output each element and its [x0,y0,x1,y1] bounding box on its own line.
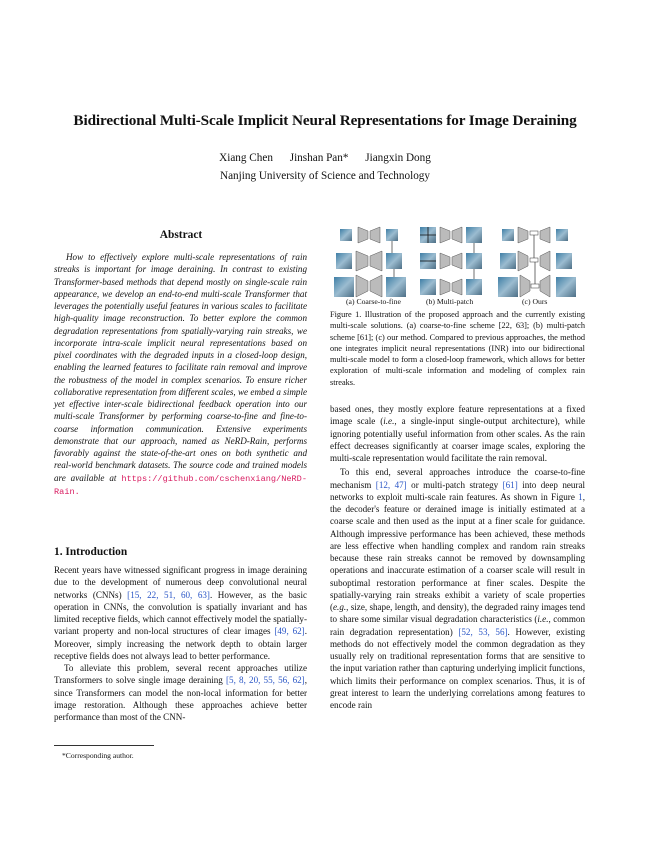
author: Jinshan Pan* [289,152,349,164]
encoder-block [520,275,530,297]
encoder-block [440,227,450,243]
subcaption: (b) Multi-patch [426,297,474,306]
author: Xiang Chen [219,152,273,164]
encoder-block [358,227,368,243]
decoder-block [540,251,550,271]
output-thumbnail [556,229,568,241]
decoder-block [540,227,550,243]
encoder-block [356,275,368,297]
output-thumbnail [556,253,572,269]
right-column [330,403,585,711]
coarse-to-fine-diagram [334,227,406,297]
citation[interactable]: [5, 8, 20, 55, 56, 62] [226,675,305,686]
inr-module [530,231,538,235]
decoder-block [370,251,382,271]
subcaption: (c) Ours [522,297,548,306]
citation[interactable]: [52, 53, 56] [458,626,508,637]
author-list [0,152,650,164]
rainy-image-thumbnail [334,277,354,297]
paragraph: To alleviate this problem, several recent approaches utilize Transformers to solve single image deraining [5, 8, 20, 55, 56, 62], since Transformers can model the non-local information for better image restoration. Although these approaches achieve better performance than most of the CNN- [54,663,307,722]
decoder-block [540,275,550,297]
decoder-block [452,253,462,269]
abstract-text: How to effectively explore multi-scale representations of rain streaks is important for image deraining. In contrast to existing Transformer-based methods that depend mostly on single-scale rain appearance, we develop an end-to-end multi-scale Transformer that leverages the potentially useful features in various scales to facilitate high-quality image reconstruction. To better explore the common degradation representations from spatially-varying rain streaks, we incorporate intra-scale implicit neural representations based on pixel coordinates with the degraded inputs in a closed-loop design, enabling the learned features to facilitate rain removal and improve the robustness of the model in complex scenarios. To ensure richer collaborative representation from different scales, we embed a simple yet effective inter-scale bidirectional feedback operation into our multi-scale Transformer by performing coarse-to-fine and fine-to-coarse information communication. Extensive experiments demonstrate that our approach, named as NeRD-Rain, performs favorably against the state-of-the-art ones on both synthetic and real-world benchmark datasets. The source code and trained models are available at [54,252,307,483]
decoder-block [370,227,380,243]
rainy-image-thumbnail [336,253,352,269]
paragraph: Recent years have witnessed significant progress in image deraining due to the development of numerous deep convolutional neural networks (CNNs) [15, 22, 51, 60, 63]. However, as the basic operation in CNNs, the convolution is spatially invariant and has limited receptive fields, which cannot effectively model the spatially-variant property and non-local structures of clear images [49, 62]. Moreover, simply increasing the network depth to obtain larger receptive fields does not always lead to better performance. [54,565,307,661]
paper-title: Bidirectional Multi-Scale Implicit Neural Representations for Image Deraining [73,112,577,129]
rainy-image-thumbnail [340,229,352,241]
paragraph: To this end, several approaches introduce the coarse-to-fine mechanism [12, 47] or multi-patch strategy [61] into deep neural networks to exploit multi-scale rain features. As shown in Figure 1, the decoder's feature or derained image is initially estimated at a coarse scale and then used as the input at a finer scale for guidance. Although impressive performance has been achieved, these methods are less effective when handling complex and random rain streaks because these rain streaks cannot be removed by downsampling operations and inaccurate estimation of a coarser scale will result in suboptimal restoration performance at finer scales. Despite the spatially-varying rain streaks exhibit a variety of scale properties (e.g., size, shape, length, and density), the degraded rainy images tend to share some similar visual degradation characteristics (i.e., common rain degradation representation) [52, 53, 56]. However, existing methods do not effectively model the common degradation as they usually rely on traditional representation forms that are sensitive to the input variation rather than capturing underlying implicit functions, which limits their performance on complex scenarios. Thus, it is of great interest to learn the underlying correlations among features to encode rain [330,467,586,710]
rainy-image-thumbnail [420,279,436,295]
output-thumbnail [386,229,398,241]
encoder-block [440,279,450,295]
footnote: *Corresponding author. [62,751,134,760]
figure-caption: Figure 1. Illustration of the proposed approach and the currently existing multi-scale solutions. (a) coarse-to-fine scheme [22, 63]; (b) multi-patch scheme [61]; (c) our method. Compared to previous approaches, the method one integrates implicit neural representations (INR) into our bidirectional multi-scale model to form a closed-loop framework, which allows for better exploration of multi-scale information and modeling of complex rain streaks. [330,310,585,387]
subcaption: (a) Coarse-to-fine [346,297,401,306]
paragraph: based ones, they mostly explore feature representations at a fixed image scale (i.e., a single-input single-output architecture), while ignoring potentially useful information from other scales. As the rain effect decreases significantly at coarser image scales, exploring the multi-scale representation would facilitate the rain removal. [330,404,585,463]
abstract-heading: Abstract [159,229,203,241]
inr-module [530,258,538,262]
abstract-body [54,251,307,498]
proposed-method-diagram [498,227,576,297]
affiliation: Nanjing University of Science and Technology [220,170,430,182]
output-thumbnail [386,253,402,269]
inr-module [531,284,539,288]
figure-diagram [334,223,584,301]
rainy-image-thumbnail [500,253,516,269]
encoder-block [440,253,450,269]
citation[interactable]: [61] [502,479,518,490]
encoder-block [356,251,368,271]
output-thumbnail [386,277,406,297]
decoder-block [452,227,462,243]
author: Jiangxin Dong [365,152,431,164]
figure-reference[interactable]: 1 [578,491,583,502]
output-thumbnail [466,279,482,295]
intro-column [54,564,307,723]
section-heading: 1. Introduction [54,546,128,558]
decoder-block [452,279,462,295]
encoder-block [518,227,528,243]
output-thumbnail [556,277,576,297]
decoder-block [370,275,382,297]
output-thumbnail [466,253,482,269]
citation[interactable]: [12, 47] [375,479,407,490]
citation[interactable]: [15, 22, 51, 60, 63] [127,589,210,600]
citation[interactable]: [49, 62] [274,626,305,637]
multi-patch-diagram [420,227,482,295]
encoder-block [518,251,528,271]
code-link[interactable]: https://github.com/cschenxiang/NeRD-Rain. [54,473,307,497]
output-thumbnail [466,227,482,243]
rainy-image-thumbnail [502,229,514,241]
footnote-rule [54,745,154,746]
rainy-image-thumbnail [498,277,518,297]
